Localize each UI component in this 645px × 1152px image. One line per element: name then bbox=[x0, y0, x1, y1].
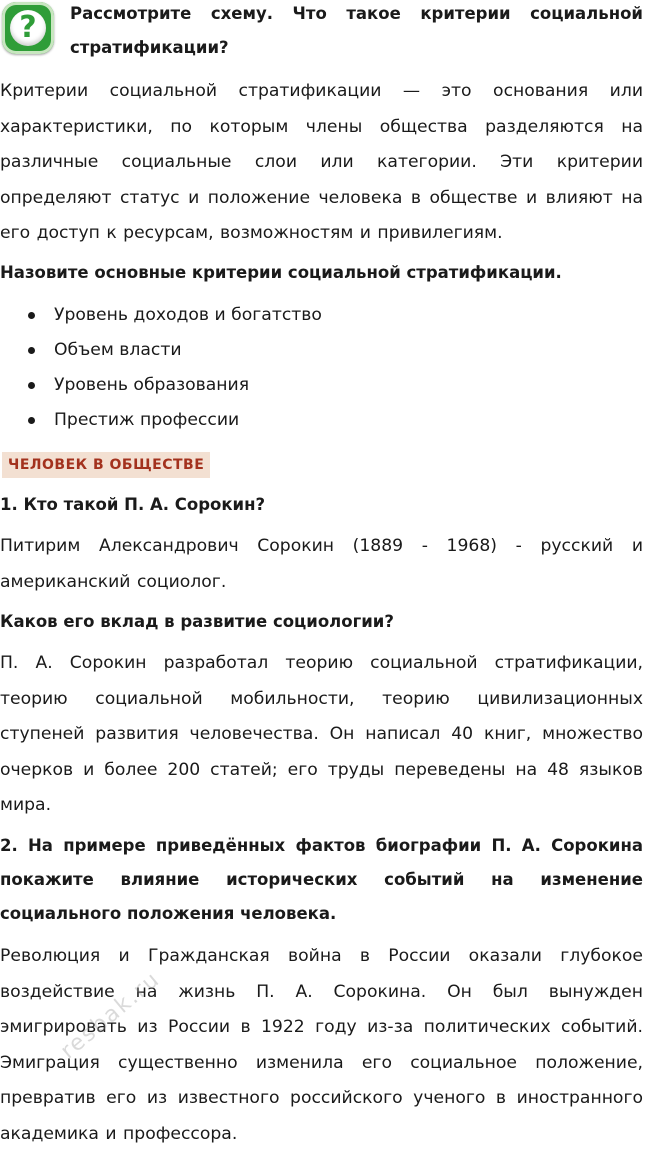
bullet-icon bbox=[28, 347, 35, 354]
section-label: ЧЕЛОВЕК В ОБЩЕСТВЕ bbox=[2, 452, 210, 478]
bullet-icon bbox=[28, 382, 35, 389]
list-item-text: Объем власти bbox=[54, 340, 182, 360]
list-item bbox=[0, 368, 645, 403]
watermark: resbak.ru bbox=[56, 966, 166, 1065]
list-item bbox=[0, 298, 645, 333]
question-icon bbox=[2, 2, 54, 54]
question-history: 2. На примере приведённых фактов биографии П. А. Сорокина покажите влияние исторических событий на изменение социального положения человека. bbox=[0, 836, 643, 923]
list-item-text: Уровень образования bbox=[54, 375, 250, 395]
criteria-list bbox=[0, 298, 645, 438]
question-contribution: Каков его вклад в развитие социологии? bbox=[0, 612, 394, 631]
answer-definition: Критерии социальной стратификации — это основания или характеристики, по которым члены общества разделяются на различные социальные слои или категории. Эти критерии определяют статус и положение человека в обществе и влияют на его доступ к ресурсам, возможностям и привилегиям. bbox=[0, 81, 643, 243]
list-item bbox=[0, 333, 645, 368]
list-item-text: Престиж профессии bbox=[54, 410, 240, 430]
bullet-icon bbox=[28, 417, 35, 424]
answer-sorokin: Питирим Александрович Сорокин (1889 - 1968) - русский и американский социолог. bbox=[0, 536, 643, 592]
list-item bbox=[0, 403, 645, 438]
list-item-text: Уровень доходов и богатство bbox=[54, 305, 322, 325]
question-title: Рассмотрите схему. Что такое критерии социальной стратификации? bbox=[70, 4, 643, 57]
question-sorokin: 1. Кто такой П. А. Сорокин? bbox=[0, 495, 266, 514]
question-criteria: Назовите основные критерии социальной стратификации. bbox=[0, 263, 562, 282]
answer-contribution: П. А. Сорокин разработал теорию социальной стратификации, теорию социальной мобильности, теорию цивилизационных ступеней развития человечества. Он написал 40 книг, множество очерков и более 200 статей; его труды переведены на 48 языков мира. bbox=[0, 653, 643, 815]
question-header bbox=[0, 0, 645, 70]
answer-history: Революция и Гражданская война в России оказали глубокое воздействие на жизнь П. А. Сорокина. Он был вынужден эмигрировать из России в 1922 году из-за политических событий. Эмиграция существенно изменила его социальное положение, превратив его из известного российского ученого в иностранного академика и профессора. bbox=[0, 946, 643, 1144]
question-icon-glyph: ? bbox=[19, 10, 37, 45]
bullet-icon bbox=[28, 312, 35, 319]
